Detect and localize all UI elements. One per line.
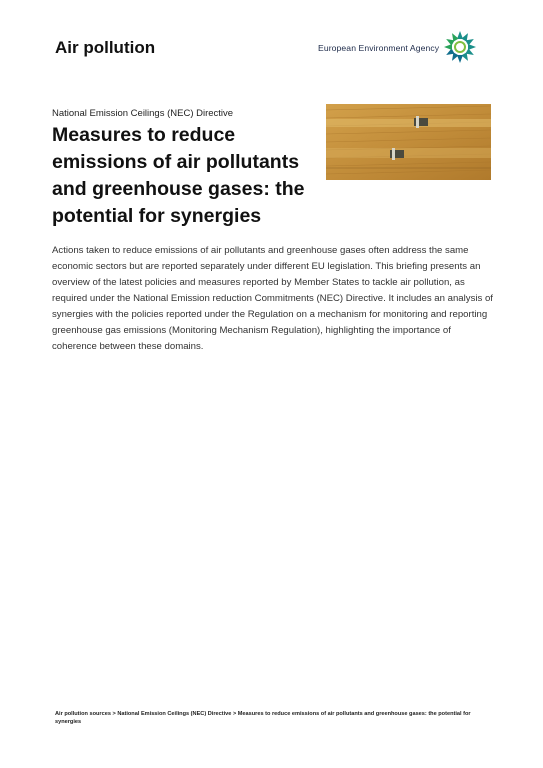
page-title: Measures to reduce emissions of air pollutants and greenhouse gases: the potential for synergies bbox=[52, 124, 305, 227]
logo-text: European Environment Agency bbox=[318, 43, 440, 53]
section-label[interactable]: National Emission Ceilings (NEC) Directive bbox=[52, 108, 234, 119]
breadcrumb[interactable]: Air pollution sources > National Emission Ceilings (NEC) Directive > Measures to reduce emissions of air pollutants and greenhouse gases: the potential for synergies bbox=[55, 711, 471, 725]
eea-sun-icon bbox=[443, 30, 477, 64]
hero-image bbox=[326, 104, 491, 180]
abstract-paragraph: Actions taken to reduce emissions of air pollutants and greenhouse gases often address the same economic sectors but are reported separately under different EU legislation. This briefing presents an overview of the latest policies and measures reported by Member States to tackle air pollution, as required under the National Emission reduction Commitments (NEC) Directive. It includes an analysis of synergies with the policies reported under the Regulation on a mechanism for monitoring and reporting greenhouse gas emissions (Monitoring Mechanism Regulation), highlighting the importance of coherence between these domains. bbox=[52, 245, 493, 352]
header-title: Air pollution bbox=[55, 38, 156, 57]
eea-logo[interactable] bbox=[318, 30, 477, 64]
